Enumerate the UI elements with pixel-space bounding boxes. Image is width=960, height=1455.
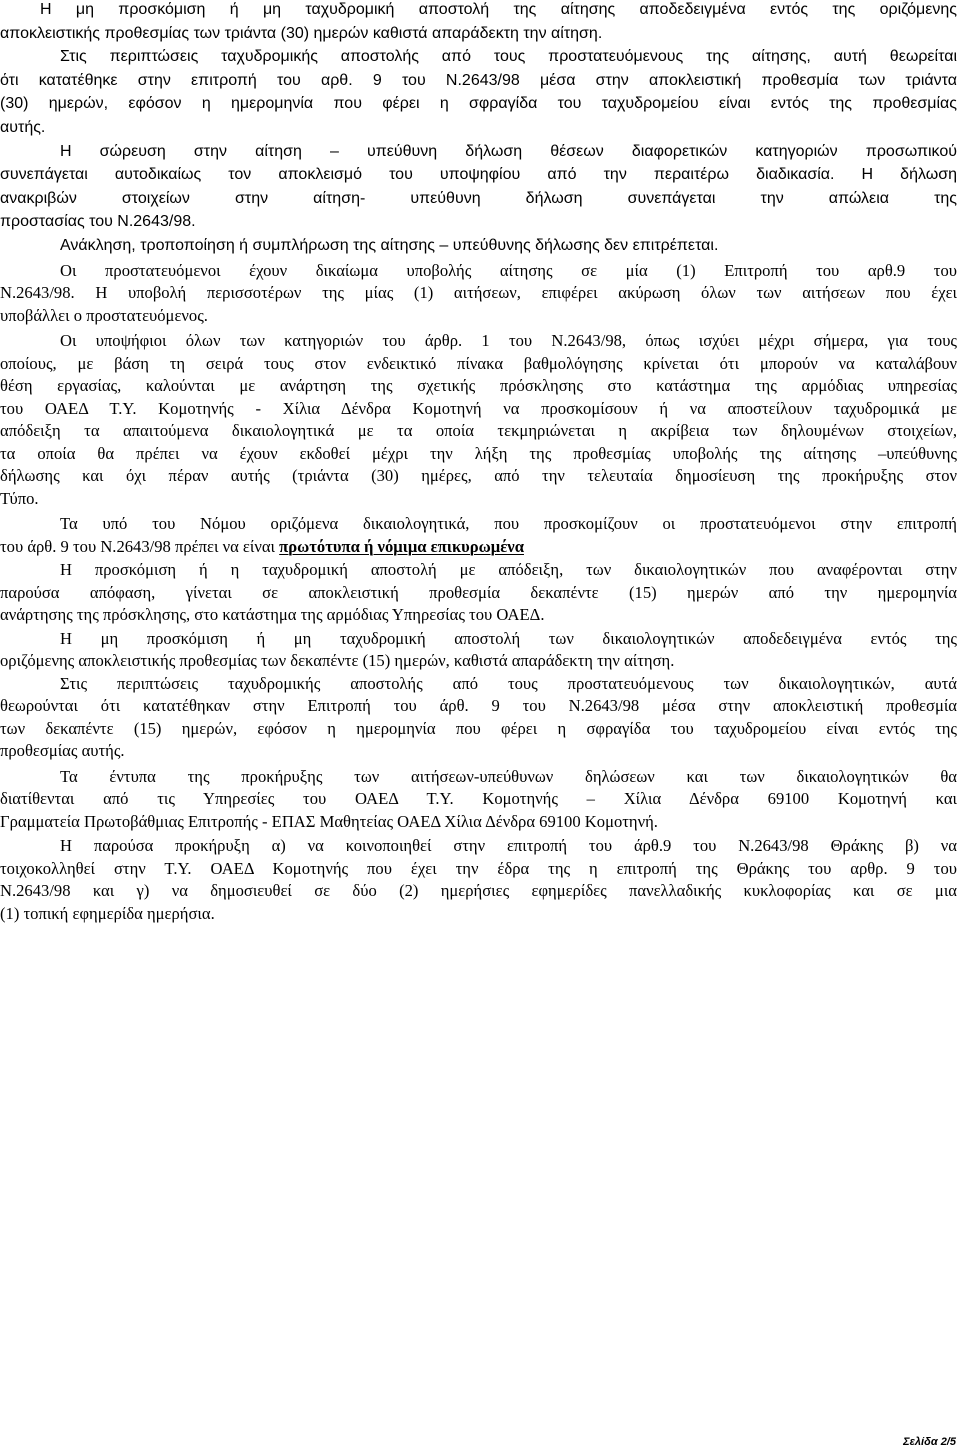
text-line: Η μη προσκόμιση ή μη ταχυδρομική αποστολή της αίτησης αποδεδειγμένα εντός της οριζόμενης	[40, 1, 957, 18]
text-line: Ανάκληση, τροποποίηση ή συμπλήρωση της αίτησης – υπεύθυνης δήλωσης δεν επιτρέπεται.	[60, 236, 719, 254]
text-line: θεωρούνται ότι κατατέθηκαν στην Επιτροπή του άρθ. 9 του Ν.2643/98 μέσα στην αποκλειστική προθεσμία	[0, 696, 957, 716]
text-line: των δεκαπέντε (15) ημερών, εφόσον η ημερομηνία που φέρει η σφραγίδα του ταχυδρομείου είναι εντός της	[0, 718, 957, 738]
text-line: Ν.2643/98. Η υποβολή περισσοτέρων της μίας (1) αιτήσεων, επιφέρει ακύρωση όλων των αιτήσεων που έχει	[0, 283, 957, 303]
paragraph-document-deadline	[0, 559, 957, 627]
text-line: οριζόμενης αποκλειστικής προθεσμίας των δεκαπέντε (15) ημερών, καθιστά απαράδεκτη την αίτηση.	[0, 651, 675, 671]
text-line: συνεπάγεται αυτοδικαίως τον αποκλεισμό του υποψηφίου από την περαιτέρω διαδικασία. Η δήλωση	[0, 166, 957, 184]
text-line: Στις περιπτώσεις ταχυδρομικής αποστολής από τους προστατευόμενους των δικαιολογητικών, αυτά	[60, 673, 957, 693]
text-line: ανάρτησης της πρόσκλησης, στο κατάστημα της αρμόδιας Υπηρεσίας του ΟΑΕΔ.	[0, 605, 545, 625]
text-line: ανακριβών στοιχείων στην αίτηση- υπεύθυνη δήλωση συνεπάγεται την απώλεια της	[0, 189, 957, 207]
paragraph-postal-documents	[0, 673, 957, 763]
text-fragment: του άρθ. 9 του Ν.2643/98 πρέπει να είναι	[0, 536, 280, 556]
text-line: (1) τοπική εφημερίδα ημερήσια.	[0, 903, 215, 923]
text-line: Η σώρευση στην αίτηση – υπεύθυνη δήλωση θέσεων διαφορετικών κατηγοριών προσωπικού	[60, 142, 957, 160]
paragraph-multiple-categories	[0, 140, 957, 234]
text-line: ότι κατατέθηκε στην επιτροπή του αρθ. 9 του Ν.2643/98 μέσα στην αποκλειστική προθεσμία των τριάντα	[0, 71, 957, 89]
text-line: θέση εργασίας, καλούνται με ανάρτηση της σχετικής πρόσκλησης στο κατάστημα της αρμόδιας υπηρεσίας	[0, 376, 957, 396]
text-line: τα οποία θα πρέπει να έχουν εκδοθεί μέχρι την λήξη της προθεσμίας υποβολής της αίτησης –υπεύθυνης	[0, 443, 957, 463]
text-line: προστασίας του Ν.2643/98.	[0, 213, 196, 231]
text-line: Η παρούσα προκήρυξη α) να κοινοποιηθεί στην επιτροπή του άρθ.9 του Ν.2643/98 Θράκης β) να	[60, 836, 957, 856]
text-line	[0, 536, 957, 559]
text-line: απόδειξη τα απαιτούμενα δικαιολογητικά με τα οποία τεκμηριώνεται η ακρίβεια των δηλουμένων στοιχείων,	[0, 421, 957, 441]
text-line: Οι υποψήφιοι όλων των κατηγοριών του άρθρ. 1 του Ν.2643/98, όπως ισχύει μέχρι σήμερα, για τους	[60, 331, 957, 351]
text-line: υποβάλλει ο προστατευόμενος.	[0, 305, 208, 325]
text-line: Στις περιπτώσεις ταχυδρομικής αποστολής από τους προστατευόμενους της αίτησης, αυτή θεωρείται	[60, 48, 957, 66]
text-line: Γραμματεία Πρωτοβάθμιας Επιτροπής - ΕΠΑΣ Μαθητείας ΟΑΕΔ Χίλια Δένδρα 69100 Κομοτηνή.	[0, 811, 658, 831]
text-line: δήλωσης και όχι πέραν αυτής (τριάντα (30) ημέρες, από την τελευταία δημοσίευση της προκήρυξης στον	[0, 466, 957, 486]
paragraph-publication	[0, 835, 957, 925]
text-line: διατίθενται από τις Υπηρεσίες του ΟΑΕΔ Τ.Υ. Κομοτηνής – Χίλια Δένδρα 69100 Κομοτηνή και	[0, 789, 957, 809]
text-line: Τα υπό του Νόμου οριζόμενα δικαιολογητικά, που προσκομίζουν οι προστατευόμενοι στην επιτροπή	[60, 514, 957, 534]
text-line: τοιχοκολληθεί στην Τ.Υ. ΟΑΕΔ Κομοτηνής που έχει την έδρα της η επιτροπή της Θράκης του αρθρ. 9 του	[0, 858, 957, 878]
text-line: Η προσκόμιση ή η ταχυδρομική αποστολή με απόδειξη, των δικαιολογητικών που αναφέρονται στην	[60, 560, 957, 580]
text-line: προθεσμίας αυτής.	[0, 741, 125, 761]
text-line: (30) ημερών, εφόσον η ημερομηνία που φέρει η σφραγίδα του ταχυδρομείου είναι εντός της προθεσμίας	[0, 95, 957, 113]
text-line: οποίους, με βάση τη σειρά τους στον ενδεικτικό πίνακα βαθμολόγησης κρίνεται ότι μπορούν να καταλάβουν	[0, 353, 957, 373]
text-line: αποκλειστικής προθεσμίας των τριάντα (30) ημερών καθιστά απαράδεκτη την αίτηση.	[0, 24, 603, 42]
paragraph-candidates-documents	[0, 330, 957, 510]
paragraph-one-committee	[0, 260, 957, 328]
text-line: Τα έντυπα της προκήρυξης των αιτήσεων-υπεύθυνων δηλώσεων και των δικαιολογητικών θα	[60, 766, 957, 786]
paragraph-non-submission	[0, 628, 957, 673]
paragraph-original-documents	[0, 513, 957, 558]
text-line: Η μη προσκόμιση ή μη ταχυδρομική αποστολή των δικαιολογητικών αποδεδειγμένα εντός της	[60, 628, 957, 648]
paragraph-forms-availability	[0, 766, 957, 834]
text-line: αυτής.	[0, 118, 46, 136]
text-line: παρούσα απόφαση, γίνεται σε αποκλειστική προθεσμία δεκαπέντε (15) ημερών από την ημερομηνία	[0, 582, 957, 602]
text-line: Τύπο.	[0, 488, 39, 508]
text-line: Ν.2643/98 και γ) να δημοσιευθεί σε δύο (2) ημερήσιες εφημερίδες πανελλαδικής κυκλοφορίας και σε μια	[0, 881, 957, 901]
text-line: του ΟΑΕΔ Τ.Υ. Κομοτηνής - Χίλια Δένδρα Κομοτηνή να προσκομίσουν ή να αποστείλουν ταχυδρομικά με	[0, 398, 957, 418]
emphasis-original-certified: πρωτότυπα ή νόμιμα επικυρωμένα	[279, 536, 524, 556]
paragraph-postal-submission	[0, 45, 957, 139]
paragraph-no-amendment	[0, 234, 957, 258]
text-line: Οι προστατευόμενοι έχουν δικαίωμα υποβολής αίτησης σε μία (1) Επιτροπή του αρθ.9 του	[60, 260, 957, 280]
paragraph-application-deadline	[0, 0, 957, 45]
page-number: Σελίδα 2/5	[903, 1436, 956, 1448]
